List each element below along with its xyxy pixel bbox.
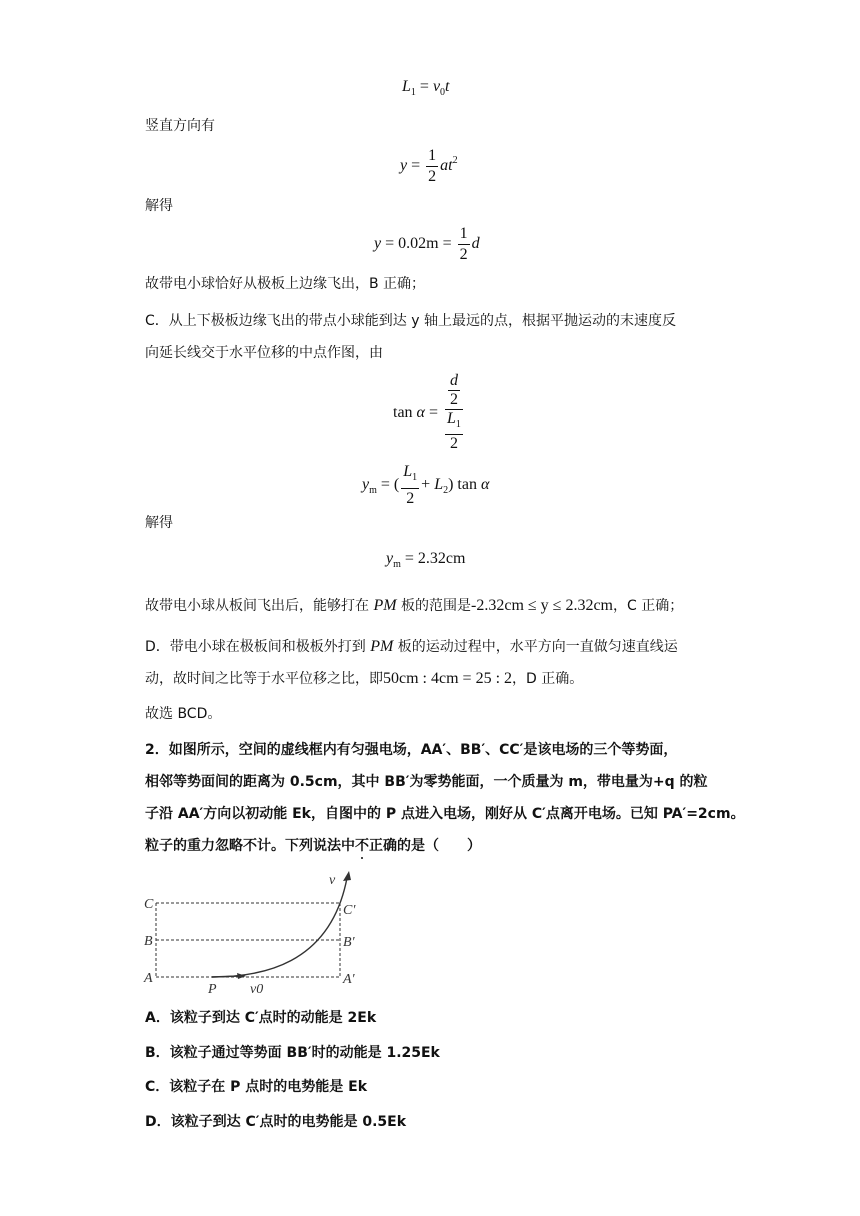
option-C-line1: C．从上下极板边缘飞出的带点小球能到达 y 轴上最远的点，根据平抛运动的末速度反 <box>145 313 676 329</box>
label-C: C <box>144 897 154 912</box>
vertical-intro: 竖直方向有 <box>145 118 215 134</box>
solve-label-2: 解得 <box>145 515 173 531</box>
answer: 故选 BCD。 <box>145 706 222 722</box>
label-P: P <box>208 982 217 996</box>
equation-ym-value: $y_m = 2.32cm$ <box>386 550 466 570</box>
option-D: D．该粒子到达 C′点时的电势能是 0.5Ek <box>145 1114 407 1130</box>
equation-y: y = $\frac{1}{2}$ $at^2$ <box>400 147 458 185</box>
label-A: A <box>144 971 153 986</box>
label-B: B <box>144 934 153 949</box>
solve-label-1: 解得 <box>145 198 173 214</box>
field-diagram <box>140 866 370 996</box>
label-v: v <box>329 873 336 888</box>
option-D-line1: D．带电小球在极板间和极板外打到 PM 板的运动过程中，水平方向一直做匀速直线运 <box>145 638 678 655</box>
question2-line2: 相邻等势面间的距离为 0.5cm，其中 BB′为零势能面，一个质量为 m，带电量为+q 的粒 <box>145 774 708 790</box>
emphasis-dot-char: 不 <box>355 838 369 854</box>
label-B-prime: B′ <box>343 935 355 950</box>
equation-L1: $L_1 = v_0t$ <box>402 78 450 98</box>
question2-line4: 粒子的重力忽略不计。下列说法中不正确的是（ ） <box>145 838 481 854</box>
question2-line1: 2．如图所示，空间的虚线框内有匀强电场，AA′、BB′、CC′是该电场的三个等势面， <box>145 742 678 758</box>
conclusion-B: 故带电小球恰好从极板上边缘飞出，B 正确； <box>145 276 426 292</box>
option-D-line2: 动，故时间之比等于水平位移之比，即50cm : 4cm = 25 : 2，D 正确。 <box>145 670 584 687</box>
label-v0: v0 <box>250 982 264 996</box>
equation-tan: tan α = d 2 $L_1$ 2 <box>393 372 466 453</box>
arrow-v0-head <box>237 973 246 979</box>
option-C: C．该粒子在 P 点时的电势能是 Ek <box>145 1079 368 1095</box>
conclusion-C: 故带电小球从板间飞出后，能够打在 PM 板的范围是-2.32cm ≤ y ≤ 2.32cm，C 正确； <box>145 597 684 614</box>
arrow-v0-line <box>212 976 240 977</box>
label-A-prime: A′ <box>343 972 355 987</box>
question2-line3: 子沿 AA′方向以初动能 Ek，自图中的 P 点进入电场，刚好从 C′点离开电场。已知 PA′=2cm。 <box>145 806 745 822</box>
trajectory-curve <box>212 878 347 977</box>
option-B: B．该粒子通过等势面 BB′时的动能是 1.25Ek <box>145 1045 440 1061</box>
arrow-v-head <box>343 871 351 881</box>
label-C-prime: C′ <box>343 903 356 918</box>
equation-ym: $y_m$ = ( $\frac{L_1}{2}$ + $L_2$) tan α <box>362 463 490 507</box>
equation-y-value: y = 0.02m = $\frac{1}{2}$ d <box>374 225 480 263</box>
option-C-line2: 向延长线交于水平位移的中点作图，由 <box>145 345 383 361</box>
option-A: A．该粒子到达 C′点时的动能是 2Ek <box>145 1010 377 1026</box>
